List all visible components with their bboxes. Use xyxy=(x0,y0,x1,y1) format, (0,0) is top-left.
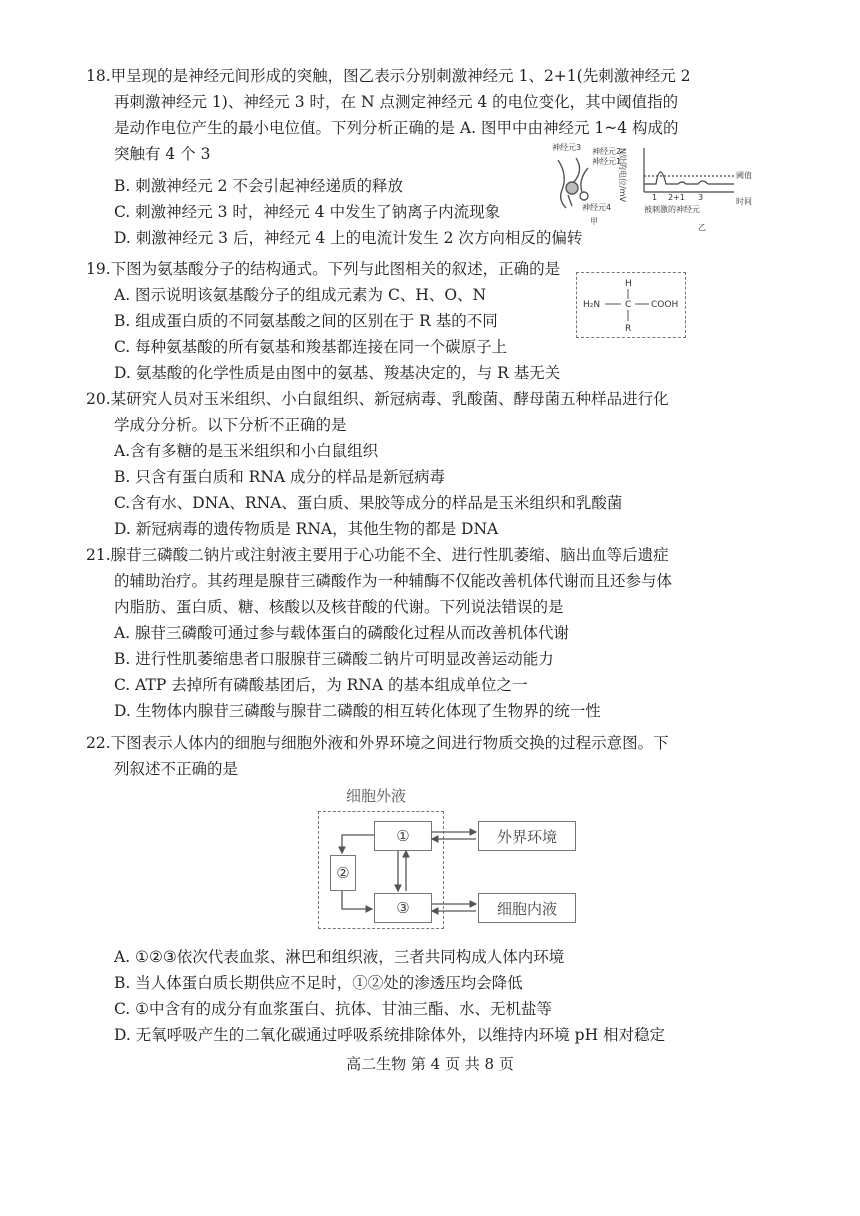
compartment-1-box: ① xyxy=(374,821,432,851)
formula-bottom: R xyxy=(625,324,632,334)
question-21-stem-line: 内脂肪、蛋白质、糖、核酸以及核苷酸的代谢。下列说法错误的是 xyxy=(114,598,564,616)
figure-ylabel: N处的电位/mV xyxy=(618,148,627,202)
figure-label-stimulated: 被刺激的神经元 xyxy=(644,205,700,214)
extracellular-fluid-label: 细胞外液 xyxy=(346,787,407,805)
question-19-option-a: A. 图示说明该氨基酸分子的组成元素为 C、H、O、N xyxy=(114,286,487,304)
question-22-option-c: C. ①中含有的成分有血浆蛋白、抗体、甘油三酯、水、无机盐等 xyxy=(114,1000,553,1018)
formula-left: H₂N xyxy=(583,300,601,310)
tick-label: 2+1 xyxy=(668,193,685,202)
neuron-drawing xyxy=(558,158,588,208)
question-22-option-d: D. 无氧呼吸产生的二氧化碳通过呼吸系统排除体外，以维持内环境 pH 相对稳定 xyxy=(114,1026,666,1044)
question-18-option-b: B. 刺激神经元 2 不会引起神经递质的释放 xyxy=(114,177,403,195)
formula-center: C xyxy=(625,300,632,310)
question-22 xyxy=(86,730,786,782)
question-21-option-d: D. 生物体内腺苷三磷酸与腺苷二磷酸的相互转化体现了生物界的统一性 xyxy=(114,702,601,720)
compartment-3-box: ③ xyxy=(374,893,432,923)
figure-label-yi: 乙 xyxy=(698,223,706,232)
question-21-stem-line: 21.腺苷三磷酸二钠片或注射液主要用于心功能不全、进行性肌萎缩、脑出血等后遗症 xyxy=(86,546,669,564)
body-fluid-diagram xyxy=(318,785,580,933)
tick-label: 1 xyxy=(652,193,658,202)
question-18-option-c: C. 刺激神经元 3 时，神经元 4 中发生了钠离子内流现象 xyxy=(114,203,501,221)
question-20 xyxy=(86,386,786,542)
question-19-option-b: B. 组成蛋白质的不同氨基酸之间的区别在于 R 基的不同 xyxy=(114,312,498,330)
tick-label: 3 xyxy=(698,193,704,202)
neuron-synapse-figure xyxy=(548,140,758,235)
page-footer: 高二生物 第 4 页 共 8 页 xyxy=(346,1055,514,1073)
figure-label-neuron2: 神经元2 xyxy=(592,147,622,156)
figure-label-neuron3: 神经元3 xyxy=(552,143,582,152)
figure-label-time: 时间 xyxy=(736,197,752,206)
question-21-stem-line: 的辅助治疗。其药理是腺苷三磷酸作为一种辅酶不仅能改善机体代谢而且还参与体 xyxy=(114,572,673,590)
figure-label-neuron4: 神经元4 xyxy=(582,203,612,212)
question-19-option-c: C. 每种氨基酸的所有氨基和羧基都连接在同一个碳原子上 xyxy=(114,338,508,356)
amino-acid-formula-box xyxy=(576,272,686,338)
formula-right: COOH xyxy=(651,300,679,310)
question-20-stem-line: 学成分分析。以下分析不正确的是 xyxy=(114,416,347,434)
question-21-option-a: A. 腺苷三磷酸可通过参与载体蛋白的磷酸化过程从而改善机体代谢 xyxy=(114,624,570,642)
question-20-option-a: A.含有多糖的是玉米组织和小白鼠组织 xyxy=(114,442,379,460)
question-18-stem-line: 再刺激神经元 1)、神经元 3 时，在 N 点测定神经元 4 的电位变化，其中阈值指的 xyxy=(114,93,679,111)
question-22-options xyxy=(86,944,786,1048)
question-22-option-a: A. ①②③依次代表血浆、淋巴和组织液，三者共同构成人体内环境 xyxy=(114,948,565,966)
question-22-option-b: B. 当人体蛋白质长期供应不足时，①②处的渗透压均会降低 xyxy=(114,974,523,992)
question-21-option-b: B. 进行性肌萎缩患者口服腺苷三磷酸二钠片可明显改善运动能力 xyxy=(114,650,554,668)
question-20-stem-line: 20.某研究人员对玉米组织、小白鼠组织、新冠病毒、乳酸菌、酵母菌五种样品进行化 xyxy=(86,390,669,408)
question-22-stem-line: 列叙述不正确的是 xyxy=(114,760,239,778)
question-19-stem: 19.下图为氨基酸分子的结构通式。下列与此图相关的叙述，正确的是 xyxy=(86,260,561,278)
figure-label-jia: 甲 xyxy=(590,217,598,226)
formula-top: H xyxy=(625,279,632,289)
question-20-option-b: B. 只含有蛋白质和 RNA 成分的样品是新冠病毒 xyxy=(114,468,446,486)
question-18-stem-line: 突触有 4 个 3 xyxy=(114,145,211,163)
question-19-option-d: D. 氨基酸的化学性质是由图中的氨基、羧基决定的，与 R 基无关 xyxy=(114,364,561,382)
question-18-stem-line: 是动作电位产生的最小电位值。下列分析正确的是 A. 图甲中由神经元 1~4 构成的 xyxy=(114,119,679,137)
question-21-option-c: C. ATP 去掉所有磷酸基团后，为 RNA 的基本组成单位之一 xyxy=(114,676,528,694)
external-environment-box: 外界环境 xyxy=(478,821,576,851)
question-18-stem-line: 18.甲呈现的是神经元间形成的突触，图乙表示分别刺激神经元 1、2+1(先刺激神经元 2 xyxy=(86,67,691,85)
question-22-stem-line: 22.下图表示人体内的细胞与细胞外液和外界环境之间进行物质交换的过程示意图。下 xyxy=(86,734,669,752)
question-20-option-c: C.含有水、DNA、RNA、蛋白质、果胶等成分的样品是玉米组织和乳酸菌 xyxy=(114,494,623,512)
question-20-option-d: D. 新冠病毒的遗传物质是 RNA，其他生物的都是 DNA xyxy=(114,520,499,538)
intracellular-fluid-box: 细胞内液 xyxy=(478,893,576,923)
question-21 xyxy=(86,542,786,724)
figure-label-threshold: 阈值 xyxy=(736,171,752,180)
diagram-arrows xyxy=(318,785,580,933)
potential-chart xyxy=(644,148,734,192)
question-18-option-d: D. 刺激神经元 3 后，神经元 4 上的电流计发生 2 次方向相反的偏转 xyxy=(114,229,583,247)
figure-label-neuron1: 神经元1 xyxy=(592,157,622,166)
compartment-2-box: ② xyxy=(330,855,356,891)
